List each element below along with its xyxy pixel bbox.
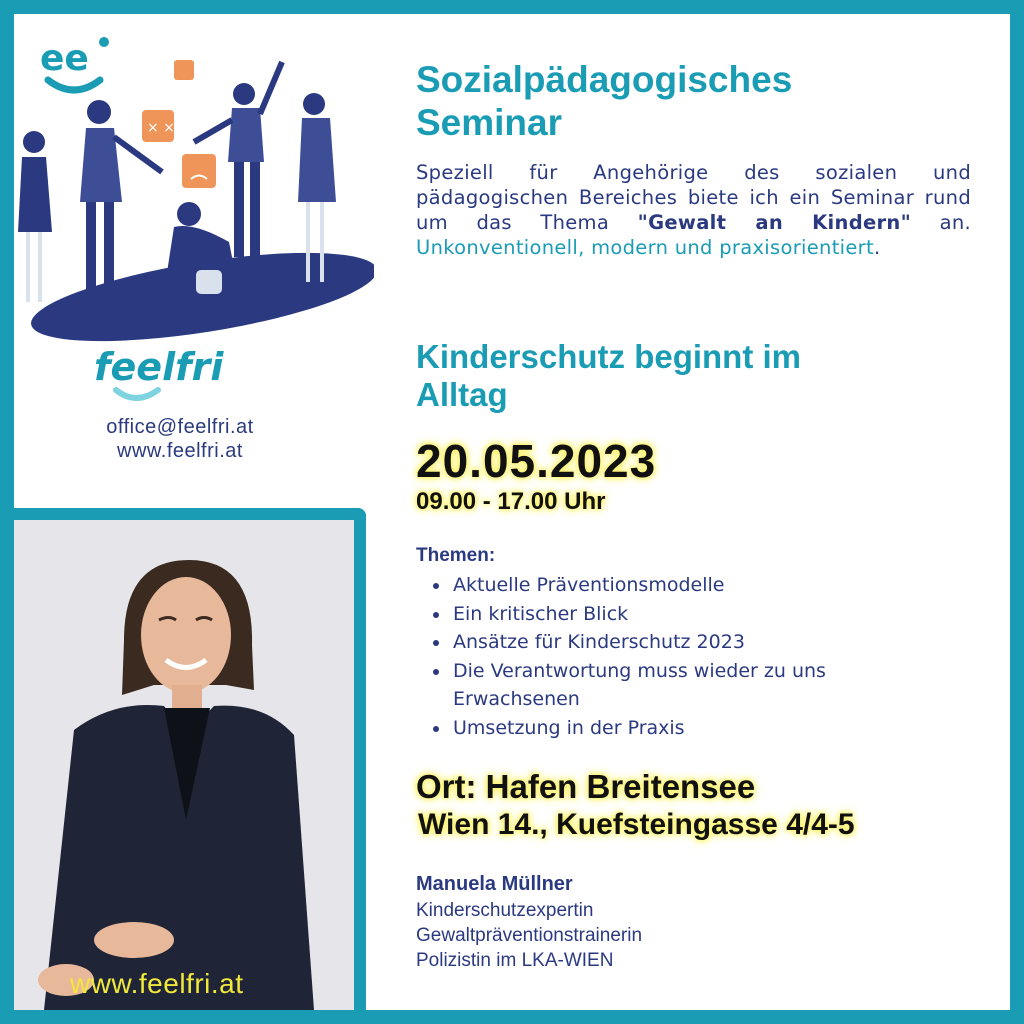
speaker-name: Manuela Müllner: [416, 873, 573, 895]
speaker-portrait-image: [14, 520, 354, 1010]
contact-website[interactable]: www.feelfri.at: [117, 440, 243, 462]
speaker-role: Gewaltpräventionstrainerin: [416, 925, 643, 946]
intro-text: Speziell für Angehörige des sozialen und pädagogischen Bereiches biete ich ein Seminar rund um das Thema: [416, 161, 971, 234]
svg-text:feelfri: feelfri: [94, 345, 224, 389]
contact-email[interactable]: office@feelfri.at: [106, 416, 254, 438]
intro-end: .: [873, 236, 881, 259]
svg-text:× ×: × ×: [147, 120, 175, 136]
photo-website-caption[interactable]: www.feelfri.at: [70, 968, 244, 999]
event-address: Wien 14., Kuefsteingasse 4/4-5: [418, 808, 855, 841]
list-item: Umsetzung in der Praxis: [430, 714, 900, 743]
speaker-photo-panel: [14, 508, 366, 1010]
event-time: 09.00 - 17.00 Uhr: [416, 488, 606, 515]
speaker-role: Kinderschutzexpertin: [416, 900, 594, 921]
intro-text-2: an.: [911, 211, 971, 234]
title-line-1: Sozialpädagogisches: [416, 59, 793, 100]
title-line-2: Seminar: [416, 102, 563, 143]
feelfri-logo: [92, 342, 242, 412]
seminar-title: [416, 58, 976, 144]
list-item: Ansätze für Kinderschutz 2023: [430, 628, 900, 657]
list-item: Die Verantwortung muss wieder zu uns Erwachsenen: [430, 657, 900, 714]
subtitle: [416, 338, 976, 414]
intro-highlight: Unkonventionell, modern und praxisorientiert: [416, 236, 874, 259]
event-location: Ort: Hafen Breitensee: [416, 768, 756, 805]
speaker-role: Polizistin im LKA-WIEN: [416, 950, 614, 971]
list-item: Aktuelle Präventionsmodelle: [430, 571, 900, 600]
intro-topic: "Gewalt an Kindern": [637, 211, 912, 234]
subtitle-line-2: Alltag: [416, 376, 508, 413]
subtitle-line-1: Kinderschutz beginnt im: [416, 338, 802, 375]
svg-text:ee: ee: [40, 38, 89, 79]
group-conflict-illustration: [14, 42, 374, 342]
list-item: Ein kritischer Blick: [430, 600, 900, 629]
event-date: 20.05.2023: [416, 435, 657, 487]
intro-paragraph: [416, 160, 971, 260]
themes-list: [430, 571, 900, 742]
themes-heading: Themen:: [416, 545, 496, 566]
